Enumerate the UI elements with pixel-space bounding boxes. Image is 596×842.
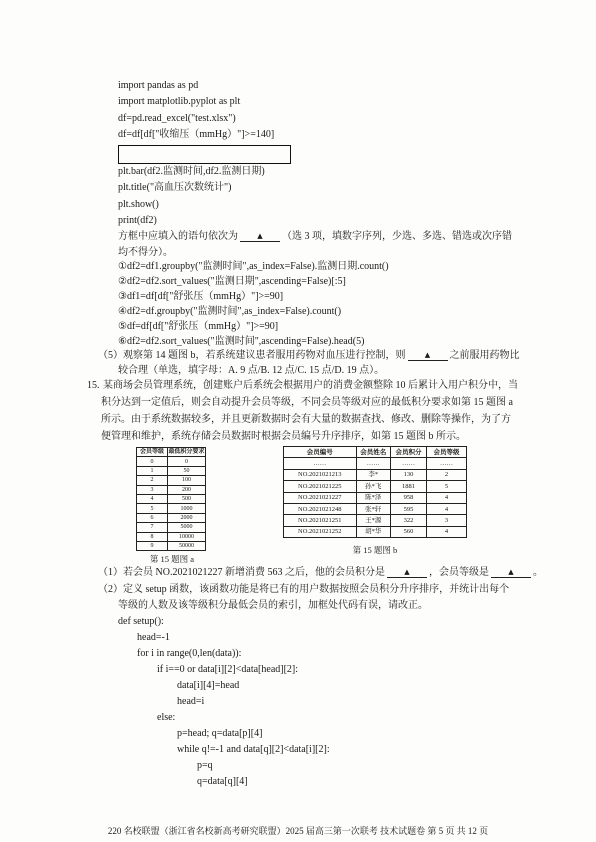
table-row: [137, 466, 206, 475]
answer-box: [118, 145, 291, 164]
code-line: if i==0 or data[i][2]<data[head][2]:: [157, 664, 299, 675]
member-id-cell: NO.2021021252: [284, 526, 357, 537]
table-row: [284, 515, 467, 526]
code-line: df=df[df["收缩压（mmHg）"]>=140]: [118, 129, 275, 140]
member-name-cell: 孙*飞: [356, 481, 390, 492]
code-line: p=q: [197, 760, 213, 771]
question-text: 所示。由于系统数据较多，并且更新数据时会有大量的数据查找、修改、删除等操作，为了方: [101, 414, 511, 425]
column-header: 会员等级: [427, 447, 467, 458]
question-text: [98, 566, 543, 580]
table-row: [137, 523, 206, 532]
level-cell: 2: [137, 476, 168, 485]
member-level-cell: 2: [427, 469, 467, 480]
member-level-cell: 3: [427, 515, 467, 526]
member-data-table: [283, 446, 467, 538]
level-cell: 3: [137, 485, 168, 494]
table-row: [284, 526, 467, 537]
option-item: ②df2=df2.sort_values("监测日期",ascending=False)[:5]: [118, 276, 346, 287]
code-line: print(df2): [118, 215, 157, 226]
member-level-cell: 4: [427, 526, 467, 537]
question-text-segment: 。: [532, 567, 543, 578]
level-cell: 7: [137, 523, 168, 532]
member-points-cell: 958: [390, 492, 426, 503]
column-header: 最低积分要求: [168, 449, 205, 456]
page-footer: 220 名校联盟（浙江省名校新高考研究联盟）2025 届高三第一次联考 技术试题卷 第 5 页 共 12 页: [107, 826, 489, 836]
figure-caption: 第 15 题图 a: [149, 554, 195, 564]
min-points-cell: 1000: [168, 504, 206, 513]
member-id-cell: NO.2021021248: [284, 503, 357, 514]
code-line: df=pd.read_excel("test.xlsx"): [118, 113, 236, 124]
member-level-cell: 4: [427, 492, 467, 503]
table-row: [284, 469, 467, 480]
table-row: [284, 492, 467, 503]
min-points-cell: 50000: [168, 541, 206, 550]
member-id-cell: NO.2021021251: [284, 515, 357, 526]
member-level-cell: 4: [427, 503, 467, 514]
level-cell: 5: [137, 504, 168, 513]
question-text-segment: 方框中应填入的语句依次为: [118, 231, 238, 242]
column-header: 会员积分: [390, 447, 426, 458]
question-text-segment: （5）观察第 14 题图 b，若系统建议患者服用药物对血压进行控制，则: [98, 350, 406, 361]
member-points-cell: 322: [390, 515, 426, 526]
question-text-segment: （选 3 项，填数字序列，少选、多选、错选或次序错: [282, 231, 512, 242]
member-points-cell: 130: [390, 469, 426, 480]
table-row: [137, 494, 206, 503]
code-line: for i in range(0,len(data)):: [137, 648, 242, 659]
code-line: import pandas as pd: [118, 80, 199, 91]
table-row: [284, 481, 467, 492]
column-header: 会员编号: [284, 447, 357, 458]
code-line: head=i: [177, 696, 205, 707]
member-points-cell: 1881: [390, 481, 426, 492]
member-name-cell: 张*轩: [356, 503, 390, 514]
question-text: （2）定义 setup 函数，该函数功能是将已有的用户数据按照会员积分升序排序，并统计出每个: [98, 584, 510, 595]
member-name-cell: 胡*华: [356, 526, 390, 537]
level-cell: 6: [137, 513, 168, 522]
min-points-cell: 2000: [168, 513, 206, 522]
question-text-segment: （1）若会员 NO.2021021227 新增消费 563 之后，他的会员积分是: [98, 567, 385, 578]
option-item: ④df2=df.groupby("监测时间",as_index=False).count(): [118, 306, 342, 317]
member-level-table: [136, 447, 206, 551]
level-cell: 4: [137, 494, 168, 503]
question-text: 均不得分）。: [118, 247, 173, 258]
option-item: ③df1=df[df["舒张压（mmHg）"]>=90]: [118, 291, 284, 302]
code-line: import matplotlib.pyplot as plt: [118, 96, 241, 107]
member-name-cell: 李*: [356, 469, 390, 480]
member-id-cell: ……: [284, 458, 357, 469]
answer-blank: ▲: [408, 350, 448, 361]
table-row: [137, 513, 206, 522]
member-name-cell: 陈*泽: [356, 492, 390, 503]
table-row: [137, 541, 206, 550]
min-points-cell: 200: [168, 485, 206, 494]
min-points-cell: 100: [168, 476, 206, 485]
table-row: [137, 485, 206, 494]
member-id-cell: NO.2021021213: [284, 469, 357, 480]
option-item: ①df2=df1.groupby("监测时间",as_index=False).监测日期.count(): [118, 261, 389, 272]
question-text: 较合理（单选，填字母：A. 9 点/B. 12 点/C. 15 点/D. 19 点）。: [118, 365, 385, 376]
table-row: [284, 458, 467, 469]
code-line: head=-1: [137, 632, 170, 643]
min-points-cell: 10000: [168, 532, 206, 541]
min-points-cell: 500: [168, 494, 206, 503]
question-text: 便管理和维护，系统存储会员数据时根据会员编号升序排序，如第 15 题图 b 所示。: [101, 431, 466, 442]
code-line: plt.show(): [118, 199, 159, 210]
question-number: 15.: [87, 380, 100, 391]
question-text: 某商场会员管理系统，创建账户后系统会根据用户的消费金额整除 10 后累计入用户积分中，当: [103, 380, 518, 391]
code-line: p=head; q=data[p][4]: [177, 728, 263, 739]
option-item: ⑥df2=df2.sort_values("监测时间",ascending=False).head(5): [118, 336, 365, 347]
code-line: plt.title("高血压次数统计"): [118, 182, 232, 193]
code-line: while q!=-1 and data[q][2]<data[i][2]:: [177, 744, 330, 755]
answer-blank: ▲: [387, 567, 427, 578]
table-row: [137, 476, 206, 485]
column-header: 会员姓名: [356, 447, 390, 458]
level-cell: 0: [137, 457, 168, 466]
option-item: ⑤df=df[df["舒张压（mmHg）"]>=90]: [118, 321, 279, 332]
table-row: [137, 457, 206, 466]
member-name-cell: ……: [356, 458, 390, 469]
figure-caption: 第 15 题图 b: [352, 545, 398, 555]
question-text: [118, 230, 512, 244]
member-level-cell: ……: [427, 458, 467, 469]
table-header-row: [137, 448, 206, 457]
level-cell: 9: [137, 541, 168, 550]
question-text: [98, 349, 520, 363]
question-text-segment: ，会员等级是: [428, 567, 489, 578]
question-text: 等级的人数及该等级积分最低会员的索引，加框处代码有误，请改正。: [118, 600, 428, 611]
column-header: 会员等级: [137, 448, 168, 457]
table-header-row: [284, 447, 467, 458]
code-line: def setup():: [118, 616, 164, 627]
level-cell: 1: [137, 466, 168, 475]
level-cell: 8: [137, 532, 168, 541]
code-line: q=data[q][4]: [197, 776, 248, 787]
table-row: [137, 532, 206, 541]
code-line: else:: [157, 712, 176, 723]
min-points-cell: 0: [168, 457, 206, 466]
member-points-cell: 595: [390, 503, 426, 514]
answer-blank: ▲: [491, 567, 531, 578]
answer-blank: ▲: [240, 231, 280, 242]
question-text-segment: 之前服用药物比: [449, 350, 520, 361]
code-line: data[i][4]=head: [177, 680, 240, 691]
table-row: [137, 504, 206, 513]
member-points-cell: 560: [390, 526, 426, 537]
code-line: plt.bar(df2.监测时间,df2.监测日期): [118, 166, 265, 177]
question-text: 积分达到一定值后，则会自动提升会员等级，不同会员等级对应的最低积分要求如第 15 题图 a: [101, 397, 513, 408]
min-points-cell: 50: [168, 466, 206, 475]
member-id-cell: NO.2021021227: [284, 492, 357, 503]
member-points-cell: ……: [390, 458, 426, 469]
member-name-cell: 王*源: [356, 515, 390, 526]
member-level-cell: 5: [427, 481, 467, 492]
table-row: [284, 503, 467, 514]
min-points-cell: 5000: [168, 523, 206, 532]
member-id-cell: NO.2021021225: [284, 481, 357, 492]
